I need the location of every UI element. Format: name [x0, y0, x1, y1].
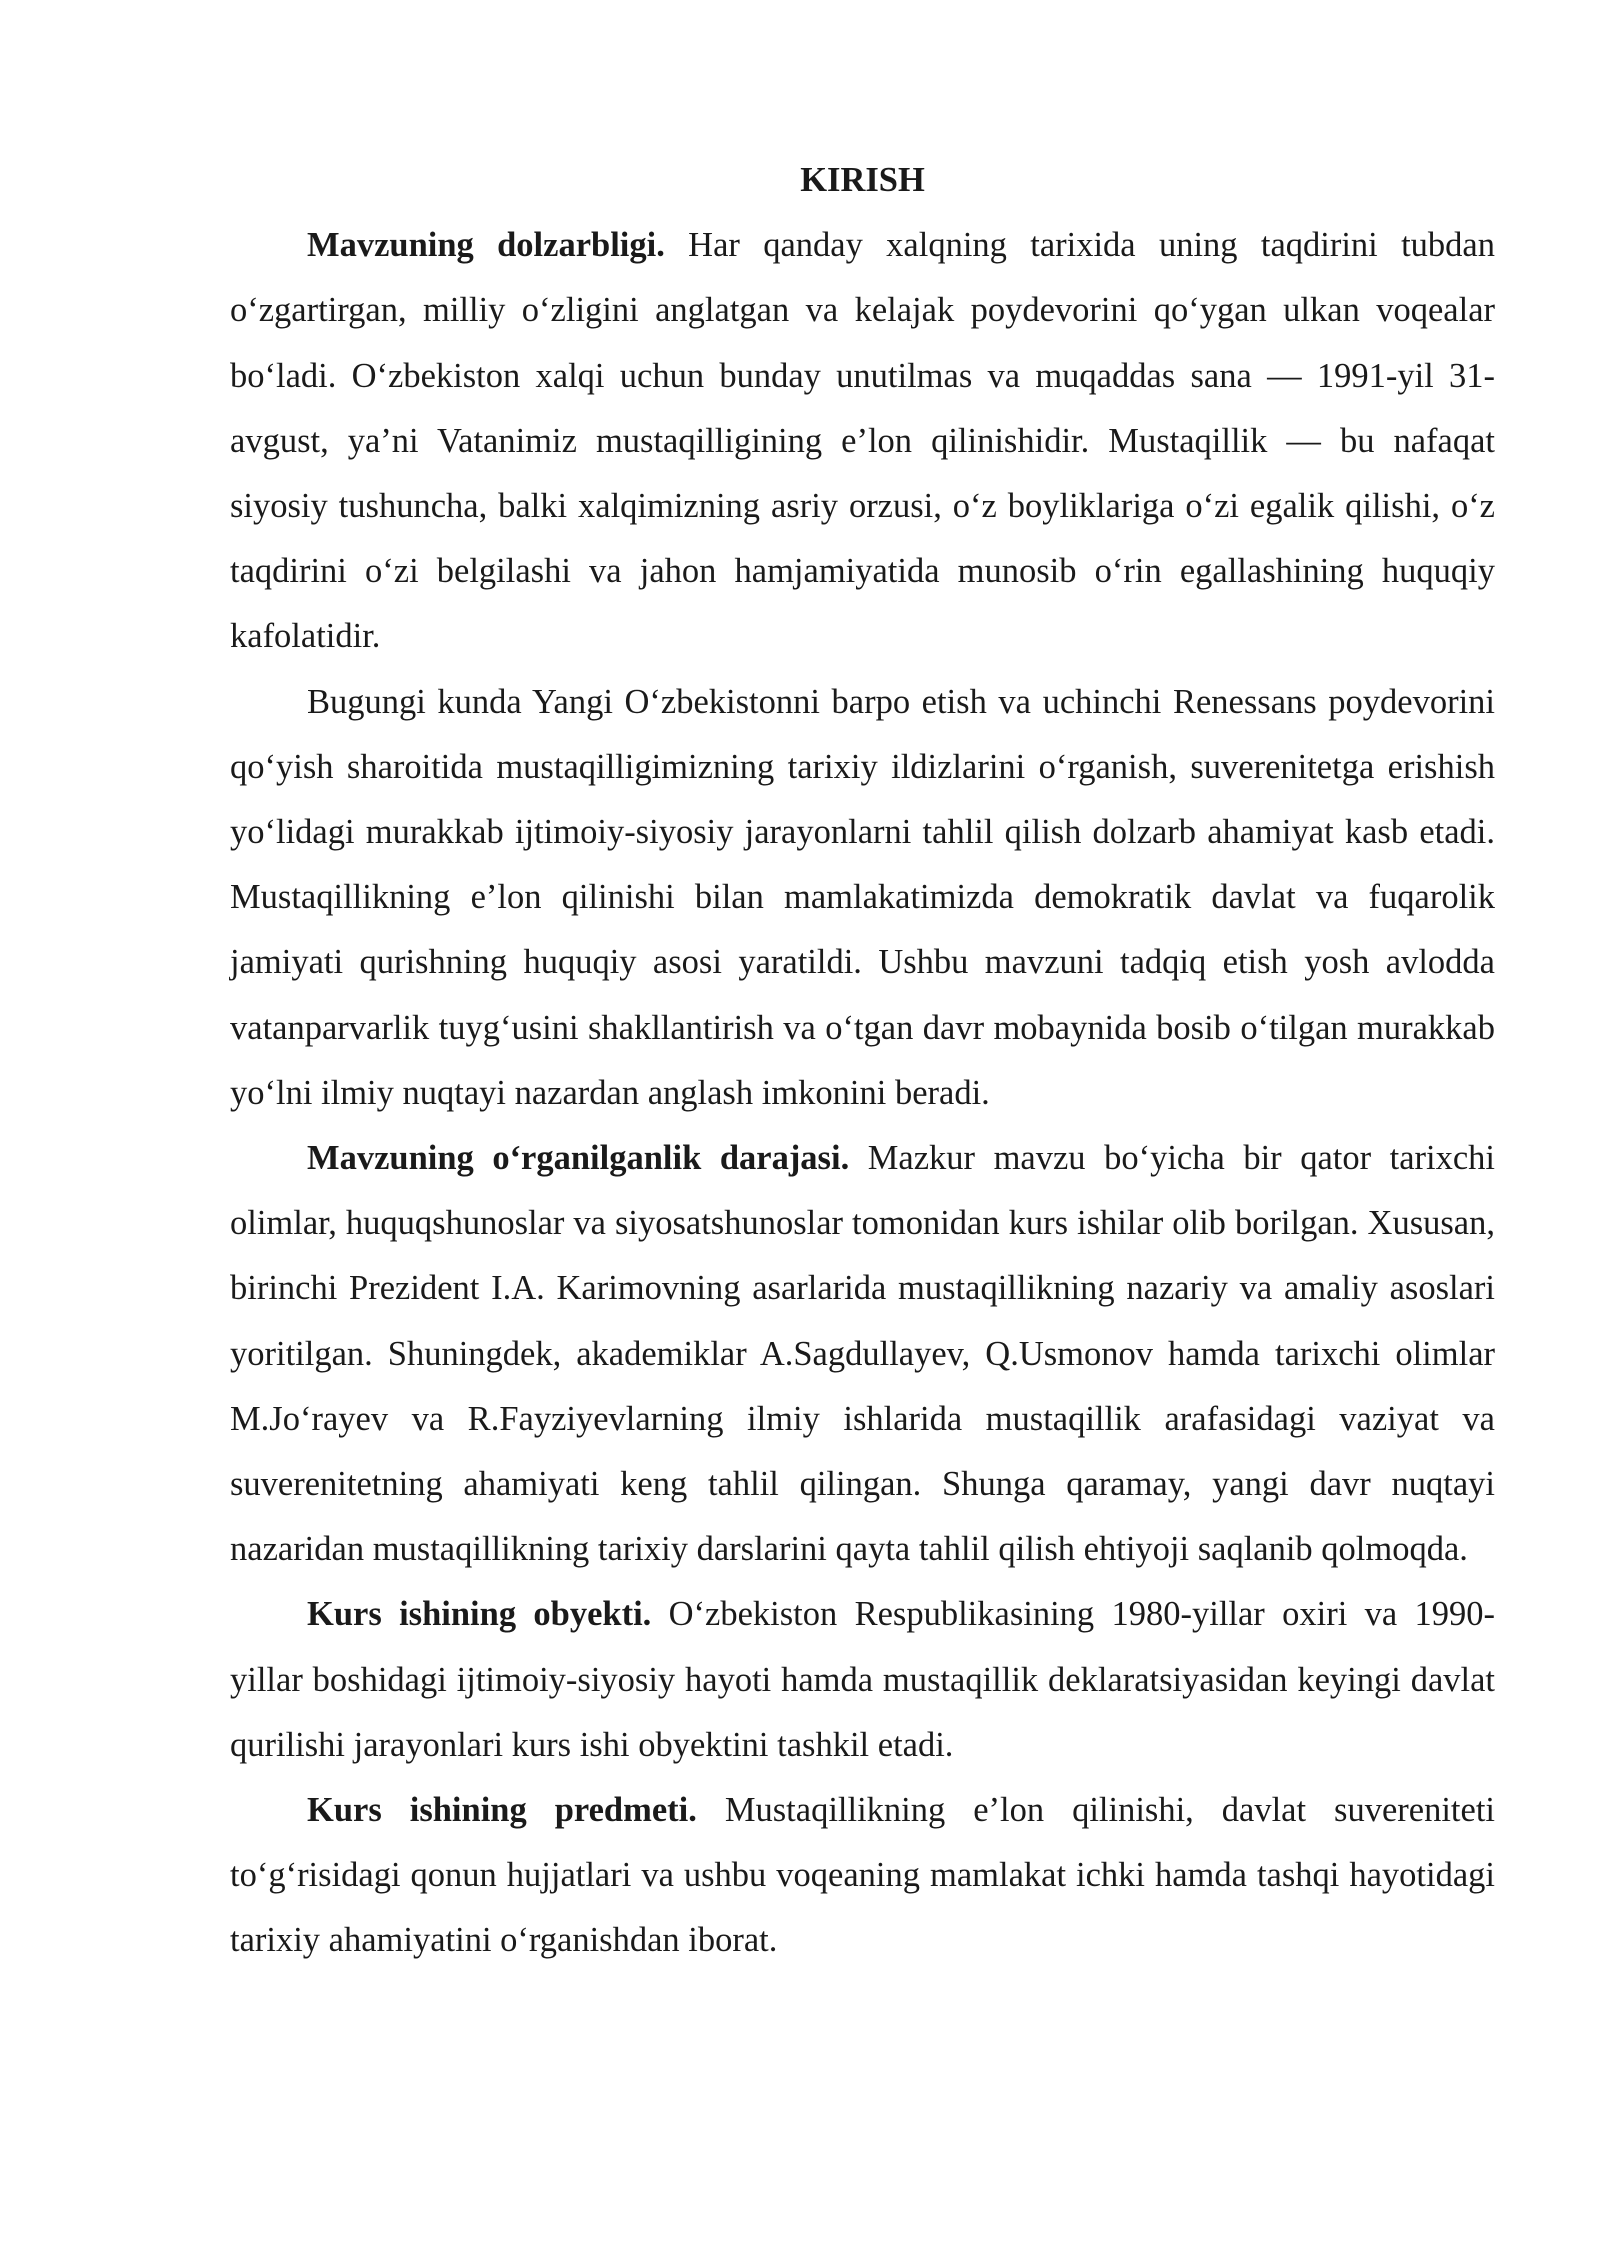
paragraph-text: Har qanday xalqning tarixida uning taqdirini tubdan o‘zgartirgan, milliy o‘zligini anglatgan va kelajak poydevorini qo‘ygan ulkan voqealar bo‘ladi. O‘zbekiston xalqi uchun bunday unutilmas va muqaddas sana — 1991-yil 31-avgust, ya’ni Vatanimiz mustaqilligining e’lon qilinishidir. Mustaqillik — bu nafaqat siyosiy tushuncha, balki xalqimizning asriy orzusi, o‘z boyliklariga o‘zi egalik qilishi, o‘z taqdirini o‘zi belgilashi va jahon hamjamiyatida munosib o‘rin egallashining huquqiy kafolatidir. — [230, 226, 1495, 656]
paragraph-heading: Kurs ishining obyekti. — [307, 1595, 652, 1634]
paragraph-context — [230, 670, 1495, 1126]
paragraph-relevance — [230, 213, 1495, 669]
paragraph-text: Mustaqillikning e’lon qilinishi, davlat suvereniteti to‘g‘risidagi qonun hujjatlari va ushbu voqeaning mamlakat ichki hamda tashqi hayotidagi tarixiy ahamiyatini o‘rganishdan iborat. — [230, 1791, 1496, 1960]
paragraph-study-level — [230, 1126, 1495, 1582]
paragraph-text: O‘zbekiston Respublikasining 1980-yillar oxiri va 1990-yillar boshidagi ijtimoiy-siyosiy hayoti hamda mustaqillik deklaratsiyasidan keyingi davlat qurilishi jarayonlari kurs ishi obyektini tashkil etadi. — [230, 1595, 1495, 1764]
paragraph-heading: Mavzuning o‘rganilganlik darajasi. — [307, 1139, 850, 1178]
paragraph-heading: Kurs ishining predmeti. — [307, 1791, 697, 1830]
document-page — [230, 148, 1495, 1974]
paragraph-text: Bugungi kunda Yangi O‘zbekistonni barpo etish va uchinchi Renessans poydevorini qo‘yish sharoitida mustaqilligimizning tarixiy ildizlarini o‘rganish, suverenitetga erishish yo‘lidagi murakkab ijtimoiy-siyosiy jarayonlarni tahlil qilish dolzarb ahamiyat kasb etadi. Mustaqillikning e’lon qilinishi bilan mamlakatimizda demokratik davlat va fuqarolik jamiyati qurishning huquqiy asosi yaratildi. Ushbu mavzuni tadqiq etish yosh avlodda vatanparvarlik tuyg‘usini shakllantirish va o‘tgan davr mobaynida bosib o‘tilgan murakkab yo‘lni ilmiy nuqtayi nazardan anglash imkonini beradi. — [230, 682, 1495, 1112]
section-title: KIRISH — [800, 161, 925, 199]
paragraph-object — [230, 1582, 1495, 1778]
paragraph-text: Mazkur mavzu bo‘yicha bir qator tarixchi olimlar, huquqshunoslar va siyosatshunoslar tomonidan kurs ishilar olib borilgan. Xususan, birinchi Prezident I.A. Karimovning asarlarida mustaqillikning nazariy va amaliy asoslari yoritilgan. Shuningdek, akademiklar A.Sagdullayev, Q.Usmonov hamda tarixchi olimlar M.Jo‘rayev va R.Fayziyevlarning ilmiy ishlarida mustaqillik arafasidagi vaziyat va suverenitetning ahamiyati keng tahlil qilingan. Shunga qaramay, yangi davr nuqtayi nazaridan mustaqillikning tarixiy darslarini qayta tahlil qilish ehtiyoji saqlanib qolmoqda. — [230, 1139, 1496, 1569]
paragraph-heading: Mavzuning dolzarbligi. — [307, 226, 665, 265]
paragraph-subject — [230, 1778, 1495, 1974]
